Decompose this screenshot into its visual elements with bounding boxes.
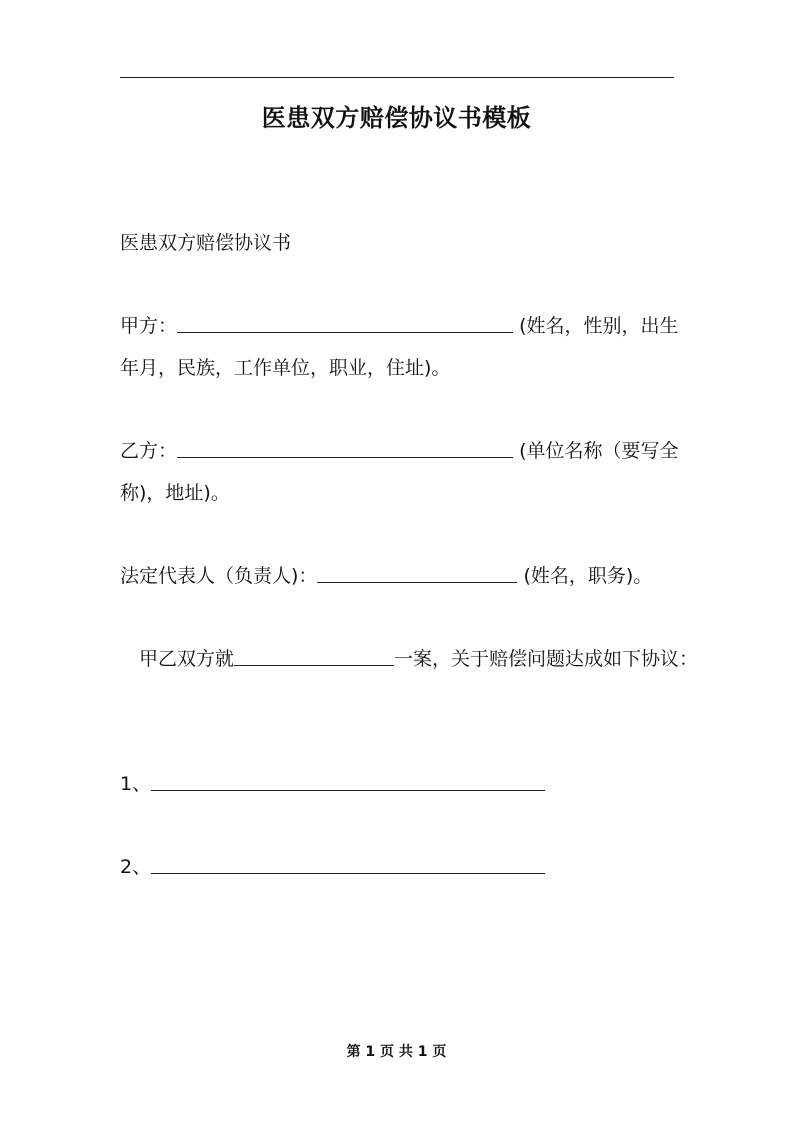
- party-b-label: 乙方：: [120, 440, 178, 462]
- list-item: [120, 769, 545, 799]
- document-title: 医患双方赔偿协议书模板: [261, 104, 532, 132]
- case-blank[interactable]: [234, 645, 394, 666]
- legal-rep-note: (姓名，职务)。: [523, 565, 653, 587]
- party-a-note: (姓名，性别，出生: [519, 315, 679, 337]
- item-number: 2、: [120, 856, 152, 878]
- party-b-blank[interactable]: [177, 437, 513, 458]
- legal-rep-line: [120, 561, 652, 591]
- party-a-note-continued: 年月，民族，工作单位，职业，住址)。: [120, 357, 451, 379]
- agreement-text-before: 甲乙双方就: [139, 648, 235, 670]
- party-a-blank[interactable]: [177, 312, 513, 333]
- list-item: [120, 852, 545, 882]
- party-b-note: (单位名称（要写全: [519, 440, 679, 462]
- header-rule: [120, 77, 674, 78]
- page-number: 第 1 页 共 1 页: [346, 1044, 447, 1060]
- item-blank[interactable]: [151, 853, 545, 874]
- party-a-line: [120, 311, 678, 341]
- agreement-text-after: 一案，关于赔偿问题达成如下协议：: [394, 648, 699, 670]
- document-subtitle: 医患双方赔偿协议书: [120, 232, 292, 254]
- item-blank[interactable]: [151, 770, 545, 791]
- party-b-line: [120, 436, 678, 466]
- legal-rep-label: 法定代表人（负责人)：: [120, 565, 318, 587]
- item-number: 1、: [120, 773, 152, 795]
- legal-rep-blank[interactable]: [317, 562, 517, 583]
- party-b-note-continued: 称)，地址)。: [120, 482, 230, 504]
- agreement-line: [139, 644, 698, 674]
- party-a-label: 甲方：: [120, 315, 178, 337]
